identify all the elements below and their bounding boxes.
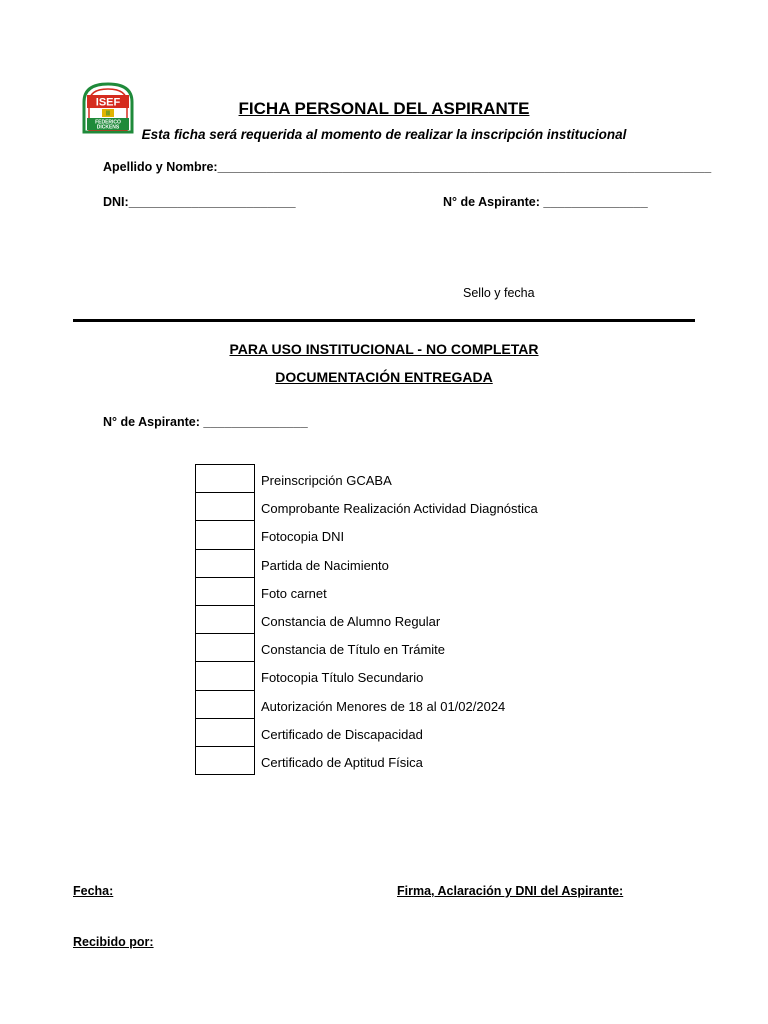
page-subtitle: Esta ficha será requerida al momento de realizar la inscripción institucional — [141, 127, 627, 142]
document-label: Constancia de Alumno Regular — [261, 613, 441, 629]
document-checkbox[interactable] — [195, 746, 255, 775]
document-checkbox[interactable] — [195, 520, 255, 549]
document-checkbox[interactable] — [195, 549, 255, 578]
document-checkbox[interactable] — [195, 577, 255, 606]
document-label: Foto carnet — [261, 585, 327, 601]
document-label: Certificado de Aptitud Física — [261, 754, 423, 770]
document-checkbox[interactable] — [195, 661, 255, 690]
document-label: Certificado de Discapacidad — [261, 726, 423, 742]
document-checkbox[interactable] — [195, 464, 255, 493]
document-checkbox[interactable] — [195, 718, 255, 747]
document-label: Fotocopia Título Secundario — [261, 670, 424, 686]
document-checkbox[interactable] — [195, 492, 255, 521]
document-checkbox[interactable] — [195, 605, 255, 634]
dni-field[interactable]: DNI:________________________ — [103, 195, 296, 209]
name-field[interactable]: Apellido y Nombre:_______________________________________________________________________ — [103, 160, 712, 174]
document-checkbox[interactable] — [195, 690, 255, 719]
signature-label: Firma, Aclaración y DNI del Aspirante: — [397, 884, 624, 898]
applicant-number-field[interactable]: N° de Aspirante: _______________ — [443, 195, 648, 209]
received-by-label: Recibido por: — [73, 935, 154, 949]
document-label: Fotocopia DNI — [261, 529, 345, 545]
document-label: Constancia de Título en Trámite — [261, 642, 446, 658]
date-label: Fecha: — [73, 884, 114, 898]
svg-text:FEDERICO: FEDERICO — [95, 119, 121, 126]
document-label: Preinscripción GCABA — [261, 473, 392, 488]
document-label: Autorización Menores de 18 al 01/02/2024 — [261, 698, 506, 714]
document-label: Partida de Nacimiento — [261, 557, 389, 573]
section-divider — [73, 319, 695, 322]
institutional-applicant-number-field[interactable]: N° de Aspirante: _______________ — [103, 415, 308, 429]
page-title: FICHA PERSONAL DEL ASPIRANTE — [238, 99, 530, 118]
svg-text:DICKENS: DICKENS — [96, 124, 120, 131]
document-checkbox[interactable] — [195, 633, 255, 662]
institutional-heading: PARA USO INSTITUCIONAL - NO COMPLETAR — [229, 341, 539, 357]
svg-text:ISEF: ISEF — [95, 96, 121, 109]
documentation-heading: DOCUMENTACIÓN ENTREGADA — [275, 369, 493, 385]
stamp-label: Sello y fecha — [463, 286, 535, 300]
document-label: Comprobante Realización Actividad Diagnóstica — [261, 501, 538, 517]
svg-text:II: II — [106, 110, 110, 118]
